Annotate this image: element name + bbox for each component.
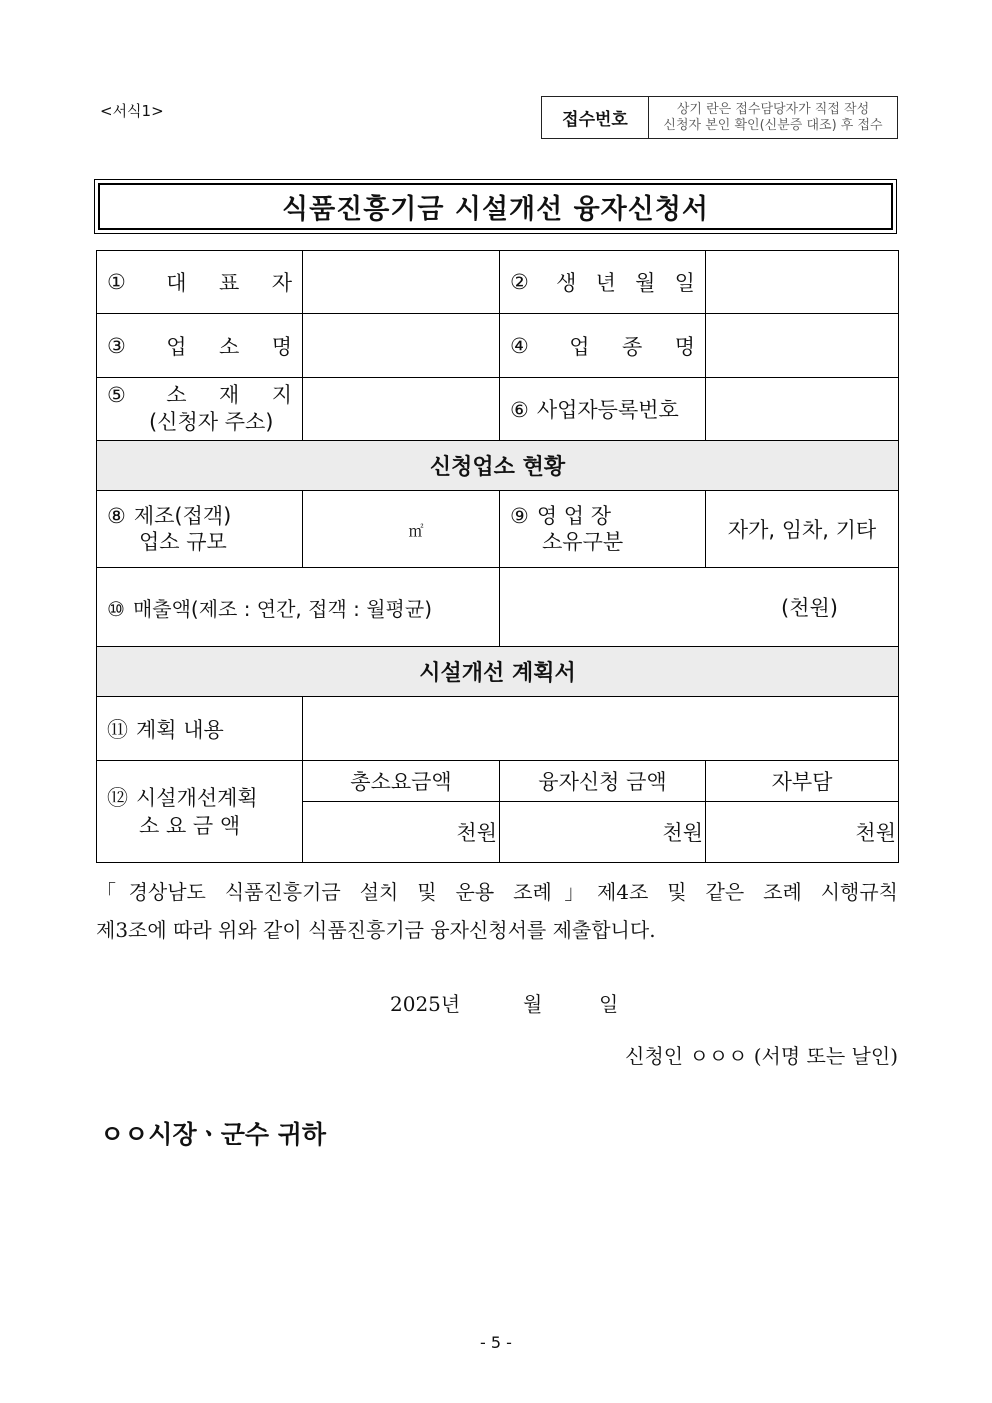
input-loan-amount[interactable]: 천원 (500, 802, 706, 863)
input-plan-content[interactable] (303, 697, 899, 761)
label-ownership: ⑨ 영 업 장 소유구분 (500, 491, 706, 568)
page-number: - 5 - (480, 1333, 512, 1352)
declaration-line1: 「경상남도 식품진흥기금 설치 및 운용 조례」제4조 및 같은 조례 시행규칙 (96, 880, 898, 904)
addressee: ㅇㅇ시장ㆍ군수 귀하 (100, 1120, 327, 1149)
label-representative: ① 대 표 자 (97, 251, 303, 314)
form-title: 식품진흥기금 시설개선 융자신청서 (98, 183, 893, 230)
input-representative[interactable] (303, 251, 500, 314)
declaration-text (96, 873, 898, 949)
applicant-signature: 신청인 ㅇㅇㅇ (서명 또는 날인) (625, 1044, 898, 1068)
receipt-box (541, 96, 898, 139)
input-business-type[interactable] (706, 314, 899, 378)
declaration-line2: 제3조에 따라 위와 같이 식품진흥기금 융자신청서를 제출합니다. (96, 918, 656, 942)
input-birthdate[interactable] (706, 251, 899, 314)
label-sales: ⑩ 매출액(제조 : 연간, 접객 : 월평균) (97, 568, 500, 647)
label-location: ⑤ 소 재 지 (신청자 주소) (97, 378, 303, 441)
date-year: 2025년 (390, 992, 461, 1016)
input-business-name[interactable] (303, 314, 500, 378)
label-business-scale: ⑧ 제조(접객) 업소 규모 (97, 491, 303, 568)
input-location[interactable] (303, 378, 500, 441)
input-total-amount[interactable]: 천원 (303, 802, 500, 863)
unit-thousand-won: (천원) (781, 596, 838, 620)
unit-sqm: ㎡ (408, 522, 424, 540)
title-box (94, 179, 897, 234)
header-loan-amount: 융자신청 금액 (500, 761, 706, 802)
label-plan-content: ⑪ 계획 내용 (97, 697, 303, 761)
label-birthdate: ② 생 년 월 일 (500, 251, 706, 314)
input-sales[interactable] (500, 568, 899, 647)
receipt-note-line1: 상기 란은 접수담당자가 직접 작성 (676, 101, 870, 117)
receipt-label: 접수번호 (542, 97, 649, 138)
header-self-payment: 자부담 (706, 761, 899, 802)
label-required-amount: ⑫ 시설개선계획 소 요 금 액 (97, 761, 303, 863)
input-business-scale[interactable] (303, 491, 500, 568)
input-self-payment[interactable]: 천원 (706, 802, 899, 863)
date-day: 일 (598, 992, 619, 1016)
section-business-status: 신청업소 현황 (97, 441, 899, 491)
receipt-note (649, 97, 897, 138)
receipt-note-line2: 신청자 본인 확인(신분증 대조) 후 접수 (663, 117, 883, 133)
application-table (96, 250, 899, 863)
input-business-reg-no[interactable] (706, 378, 899, 441)
label-business-type: ④ 업 종 명 (500, 314, 706, 378)
date-month: 월 (522, 992, 543, 1016)
form-label: <서식1> (100, 102, 164, 120)
label-business-name: ③ 업 소 명 (97, 314, 303, 378)
label-business-reg-no: ⑥ 사업자등록번호 (500, 378, 706, 441)
application-date (390, 988, 618, 1017)
header-total-amount: 총소요금액 (303, 761, 500, 802)
section-improvement-plan: 시설개선 계획서 (97, 647, 899, 697)
ownership-options[interactable]: 자가, 임차, 기타 (706, 491, 899, 568)
